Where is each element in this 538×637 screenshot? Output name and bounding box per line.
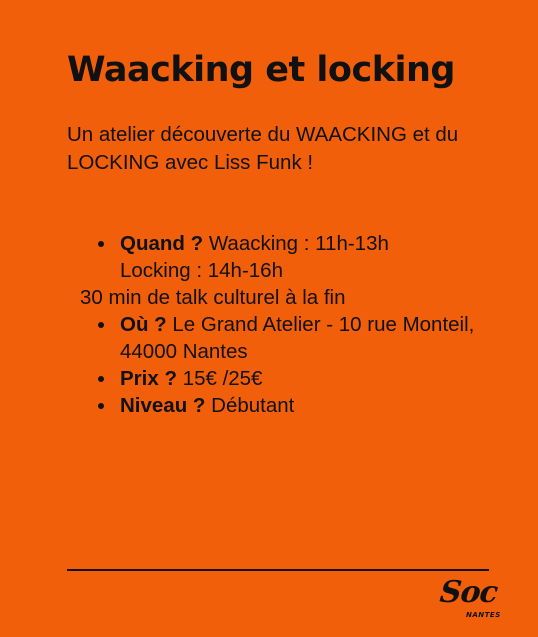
event-details — [80, 230, 500, 419]
detail-item-quand — [80, 230, 500, 284]
bullet-icon — [98, 403, 104, 409]
detail-value-locking-time: Locking : 14h-16h — [120, 259, 283, 282]
detail-item-ou — [80, 311, 500, 365]
details-list-info — [80, 311, 500, 419]
detail-label-quand: Quand ? — [120, 232, 204, 255]
detail-value-niveau: Débutant — [205, 394, 295, 417]
bullet-icon — [98, 376, 104, 382]
detail-label-niveau: Niveau ? — [120, 394, 206, 417]
logo-word: Soc — [438, 575, 499, 610]
details-list-when — [80, 230, 500, 284]
footer-divider — [67, 569, 489, 571]
detail-value-ou: Le Grand Atelier - 10 rue Monteil, 44000 Nantes — [120, 313, 475, 363]
detail-label-prix: Prix ? — [120, 367, 177, 390]
soc-nantes-logo — [440, 577, 502, 623]
logo-subtitle: NANTES — [466, 611, 501, 619]
detail-note: 30 min de talk culturel à la fin — [80, 286, 346, 309]
bullet-icon — [98, 241, 104, 247]
detail-item-niveau — [80, 392, 500, 419]
detail-label-ou: Où ? — [120, 313, 167, 336]
detail-item-prix — [80, 365, 500, 392]
bullet-icon — [98, 322, 104, 328]
event-title: Waacking et locking — [67, 50, 455, 90]
detail-value-prix: 15€ /25€ — [176, 367, 263, 390]
detail-value-waacking-time: Waacking : 11h-13h — [203, 232, 389, 255]
event-intro: Un atelier découverte du WAACKING et du LOCKING avec Liss Funk ! — [67, 123, 459, 174]
